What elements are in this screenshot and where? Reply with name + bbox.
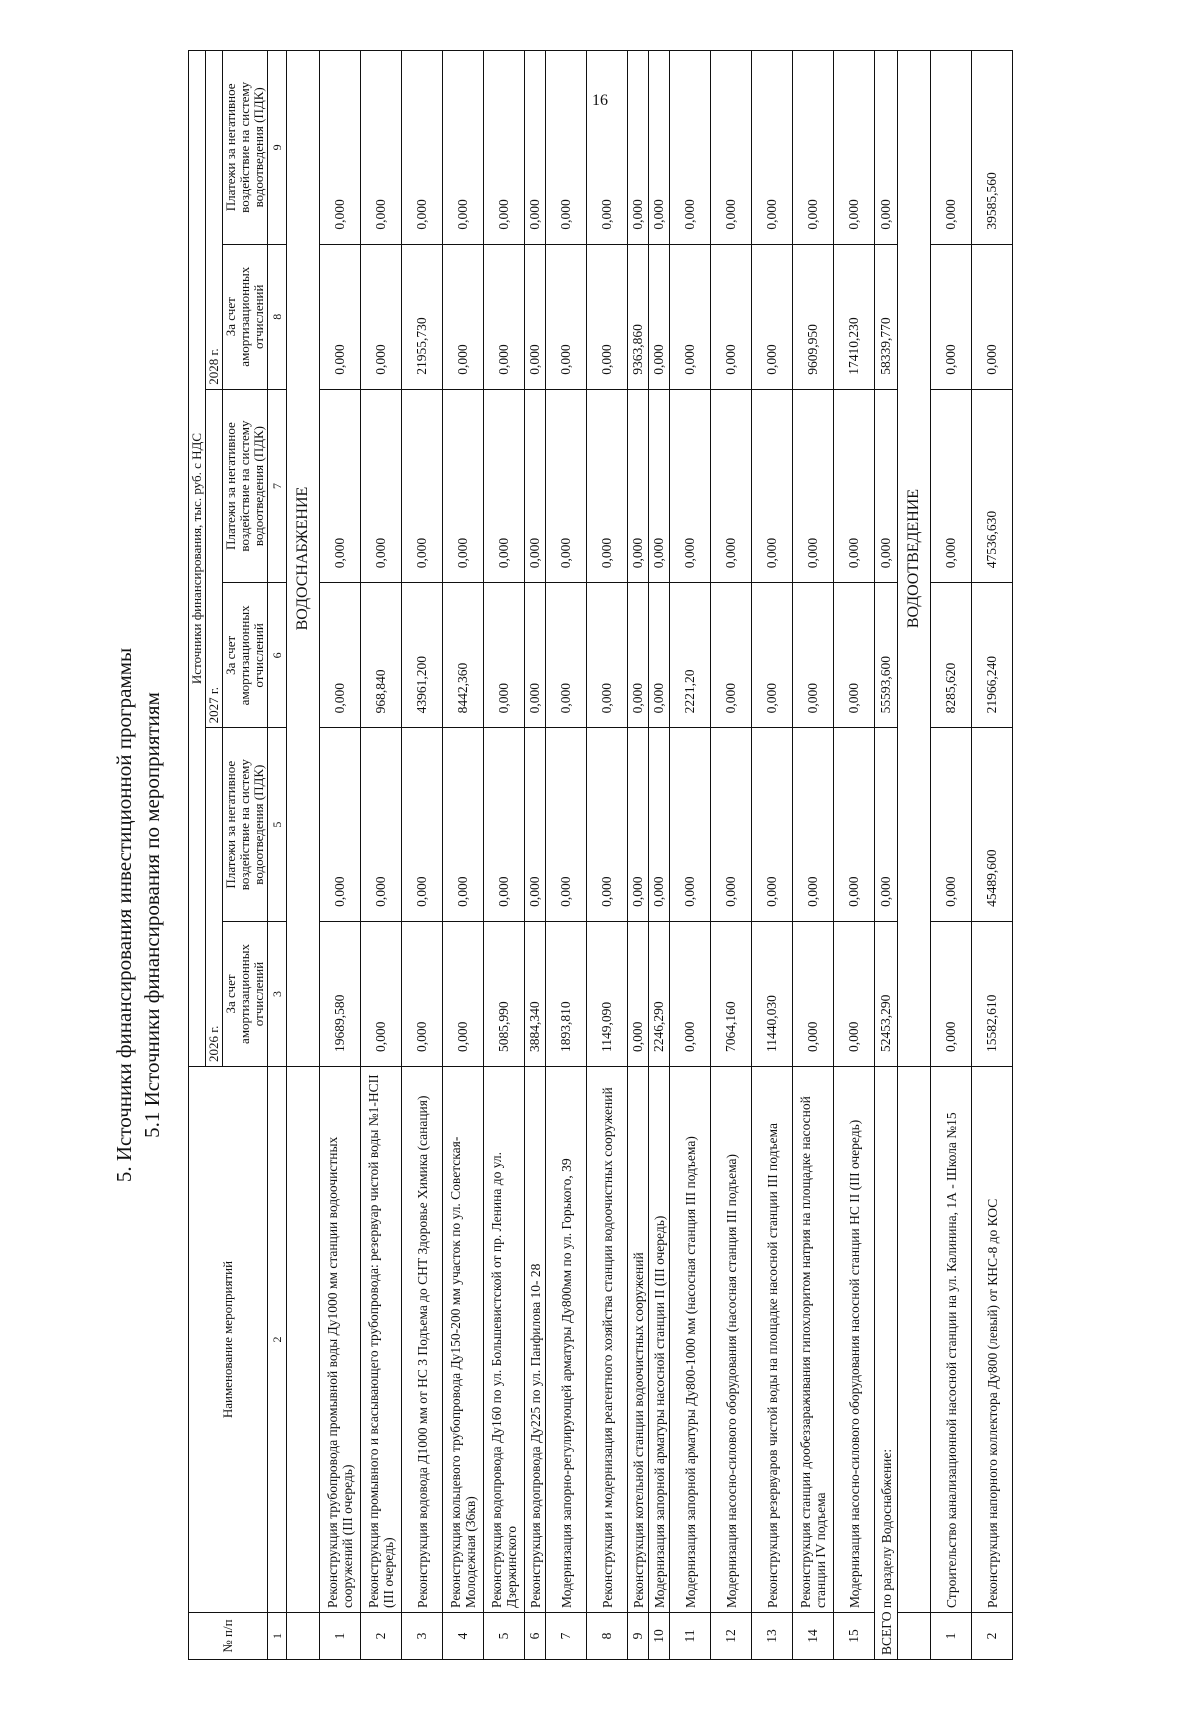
table-row — [752, 51, 793, 1660]
row-value: 0,000 — [793, 389, 834, 583]
row-value: 0,000 — [931, 51, 972, 245]
row-value: 0,000 — [587, 244, 628, 389]
row-value: 0,000 — [793, 51, 834, 245]
row-value: 0,000 — [587, 389, 628, 583]
header-year-2028: 2028 г. — [206, 51, 223, 390]
row-value: 47536,630 — [972, 389, 1013, 583]
row-name: Реконструкция водопровода Ду225 по ул. Панфилова 10- 28 — [525, 1067, 546, 1613]
table-row — [587, 51, 628, 1660]
row-value: 0,000 — [931, 244, 972, 389]
column-index: 7 — [268, 389, 287, 583]
row-value: 21955,730 — [402, 244, 443, 389]
row-value: 0,000 — [931, 921, 972, 1066]
row-number: 1 — [931, 1613, 972, 1660]
row-value: 0,000 — [320, 583, 361, 728]
section-title: ВОДООТВЕДЕНИЕ — [898, 51, 931, 1067]
row-value: 0,000 — [628, 51, 649, 245]
row-name: Реконструкция водовода Д1000 мм от НС 3 Подъема до СНТ Здоровье Химика (санация) — [402, 1067, 443, 1613]
row-value: 0,000 — [834, 583, 875, 728]
row-value: 11440,030 — [752, 921, 793, 1066]
row-value: 5085,990 — [484, 921, 525, 1066]
row-value: 0,000 — [649, 389, 670, 583]
row-number: 3 — [402, 1613, 443, 1660]
row-name: Реконструкция котельной станции водоочистных сооружений — [628, 1067, 649, 1613]
row-value: 0,000 — [525, 244, 546, 389]
table-body — [268, 51, 1013, 1660]
row-value: 0,000 — [320, 728, 361, 922]
row-value: 0,000 — [628, 921, 649, 1066]
row-value: 0,000 — [628, 389, 649, 583]
section-row — [287, 51, 320, 1660]
row-value: 0,000 — [443, 728, 484, 922]
header-amort-2028: За счет амортизационных отчислений — [223, 244, 268, 389]
row-number: 9 — [628, 1613, 649, 1660]
row-value: 0,000 — [587, 728, 628, 922]
row-value: 1149,090 — [587, 921, 628, 1066]
row-value: 45489,600 — [972, 728, 1013, 922]
row-number: 14 — [793, 1613, 834, 1660]
row-name: Реконструкция станции дообеззараживания гипохлоритом натрия на площадке насосной станции IV подъема — [793, 1067, 834, 1613]
table-row — [443, 51, 484, 1660]
row-value: 0,000 — [793, 921, 834, 1066]
column-index: 8 — [268, 244, 287, 389]
row-value: 2221,20 — [670, 583, 711, 728]
section-spacer — [287, 1067, 320, 1613]
row-value: 0,000 — [752, 583, 793, 728]
header-amort-2026: За счет амортизационных отчислений — [223, 921, 268, 1066]
financing-table — [188, 50, 1013, 1660]
row-name: Строительство канализационной насосной станции на ул. Калинина, 1А - Школа №15 — [931, 1067, 972, 1613]
row-number: 7 — [546, 1613, 587, 1660]
total-value: 52453,290 — [875, 921, 898, 1066]
row-value: 0,000 — [711, 244, 752, 389]
table-row — [320, 51, 361, 1660]
header-amort-2027: За счет амортизационных отчислений — [223, 583, 268, 728]
row-number: 4 — [443, 1613, 484, 1660]
page-number: 16 — [592, 92, 608, 109]
row-value: 39585,560 — [972, 51, 1013, 245]
row-value: 3884,340 — [525, 921, 546, 1066]
row-number: 2 — [972, 1613, 1013, 1660]
row-value: 0,000 — [834, 389, 875, 583]
row-value: 0,000 — [972, 244, 1013, 389]
row-name: Модернизация насосно-силового оборудования насосной станции НС II (III очередь) — [834, 1067, 875, 1613]
row-value: 0,000 — [587, 583, 628, 728]
row-value: 0,000 — [711, 389, 752, 583]
row-value: 0,000 — [670, 389, 711, 583]
row-value: 0,000 — [649, 583, 670, 728]
row-number: 5 — [484, 1613, 525, 1660]
row-value: 0,000 — [546, 389, 587, 583]
row-value: 15582,610 — [972, 921, 1013, 1066]
table-row — [546, 51, 587, 1660]
row-value: 0,000 — [546, 728, 587, 922]
row-value: 19689,580 — [320, 921, 361, 1066]
section-spacer — [898, 1067, 931, 1613]
header-sources: Источники финансирования, тыс. руб. с НДС — [189, 51, 206, 1067]
header-pdk-2028: Платежи за негативное воздействие на систему водоотведения (ПДК) — [223, 51, 268, 245]
total-value: 0,000 — [875, 389, 898, 583]
table-row — [972, 51, 1013, 1660]
row-name: Модернизация запорной арматуры насосной станции II (III очередь) — [649, 1067, 670, 1613]
table-row — [484, 51, 525, 1660]
row-name: Реконструкция водопровода Ду160 по ул. Большевистской от пр. Ленина до ул. Дзержинского — [484, 1067, 525, 1613]
row-value: 2246,290 — [649, 921, 670, 1066]
row-value: 0,000 — [546, 244, 587, 389]
column-index: 3 — [268, 921, 287, 1066]
row-name: Реконструкция резервуаров чистой воды на площадке насосной станции III подъема — [752, 1067, 793, 1613]
row-value: 0,000 — [670, 728, 711, 922]
row-name: Реконструкция и модернизация реагентного хозяйства станции водоочистных сооружений — [587, 1067, 628, 1613]
total-value: 0,000 — [875, 728, 898, 922]
table-row — [628, 51, 649, 1660]
row-value: 8285,620 — [931, 583, 972, 728]
row-name: Модернизация запорной арматуры Ду800-1000 мм (насосная станция III подъема) — [670, 1067, 711, 1613]
row-value: 0,000 — [402, 921, 443, 1066]
row-value: 0,000 — [649, 51, 670, 245]
table-row — [525, 51, 546, 1660]
row-value: 7064,160 — [711, 921, 752, 1066]
document-title: 5. Источники финансирования инвестиционной программы — [112, 647, 136, 1183]
row-value: 0,000 — [670, 244, 711, 389]
row-value: 0,000 — [443, 921, 484, 1066]
row-value: 0,000 — [361, 728, 402, 922]
section-title: ВОДОСНАБЖЕНИЕ — [287, 51, 320, 1067]
row-value: 0,000 — [546, 51, 587, 245]
row-number: 10 — [649, 1613, 670, 1660]
row-value: 0,000 — [320, 51, 361, 245]
row-value: 0,000 — [443, 389, 484, 583]
row-value: 0,000 — [628, 583, 649, 728]
row-value: 0,000 — [320, 244, 361, 389]
column-index: 2 — [268, 1067, 287, 1613]
titles — [110, 170, 166, 1660]
row-value: 0,000 — [834, 728, 875, 922]
section-spacer — [898, 1613, 931, 1660]
row-value: 0,000 — [931, 728, 972, 922]
header-num: № п/п — [189, 1613, 268, 1660]
row-value: 0,000 — [752, 728, 793, 922]
row-name: Модернизация насосно-силового оборудования (насосная станция III подъема) — [711, 1067, 752, 1613]
row-number: 15 — [834, 1613, 875, 1660]
row-name: Модернизация запорно-регулирующей арматуры Ду800мм по ул. Горького, 39 — [546, 1067, 587, 1613]
total-value: 55593,600 — [875, 583, 898, 728]
table-row — [361, 51, 402, 1660]
row-value: 0,000 — [361, 244, 402, 389]
row-value: 0,000 — [525, 389, 546, 583]
column-index: 5 — [268, 728, 287, 922]
table-row — [402, 51, 443, 1660]
section-row — [898, 51, 931, 1660]
row-value: 0,000 — [587, 51, 628, 245]
total-row — [875, 51, 898, 1660]
row-number: 12 — [711, 1613, 752, 1660]
row-value: 0,000 — [484, 583, 525, 728]
row-value: 0,000 — [670, 921, 711, 1066]
row-value: 0,000 — [484, 389, 525, 583]
header-row-1 — [189, 51, 206, 1660]
rotated-page-content — [110, 40, 1120, 1660]
column-index: 6 — [268, 583, 287, 728]
header-pdk-2026: Платежи за негативное воздействие на систему водоотведения (ПДК) — [223, 728, 268, 922]
row-value: 43961,200 — [402, 583, 443, 728]
table-row — [931, 51, 972, 1660]
row-value: 0,000 — [546, 583, 587, 728]
row-value: 0,000 — [628, 728, 649, 922]
row-value: 0,000 — [834, 51, 875, 245]
header-pdk-2027: Платежи за негативное воздействие на систему водоотведения (ПДК) — [223, 389, 268, 583]
row-value: 0,000 — [361, 51, 402, 245]
row-value: 17410,230 — [834, 244, 875, 389]
table-row — [711, 51, 752, 1660]
row-value: 0,000 — [834, 921, 875, 1066]
header-name: Наименование мероприятий — [189, 1067, 268, 1613]
row-value: 0,000 — [752, 51, 793, 245]
row-value: 0,000 — [752, 389, 793, 583]
row-value: 0,000 — [484, 728, 525, 922]
document-subtitle: 5.1 Источники финансирования по мероприятиям — [140, 692, 164, 1138]
row-value: 0,000 — [711, 728, 752, 922]
row-number: 8 — [587, 1613, 628, 1660]
row-name: Реконструкция трубопровода промывной воды Ду1000 мм станции водоочистных сооружений (III очередь) — [320, 1067, 361, 1613]
row-value: 0,000 — [793, 583, 834, 728]
row-value: 9609,950 — [793, 244, 834, 389]
row-name: Реконструкция промывного и всасывающего трубопровода: резервуар чистой воды №1-НСII (III очередь) — [361, 1067, 402, 1613]
row-value: 0,000 — [443, 51, 484, 245]
row-value: 968,840 — [361, 583, 402, 728]
row-value: 21966,240 — [972, 583, 1013, 728]
row-value: 0,000 — [711, 51, 752, 245]
row-value: 9363,860 — [628, 244, 649, 389]
header-year-2027: 2027 г. — [206, 389, 223, 728]
row-value: 0,000 — [525, 728, 546, 922]
row-value: 0,000 — [793, 728, 834, 922]
row-name: Реконструкция напорного коллектора Ду800 (левый) от КНС-8 до КОС — [972, 1067, 1013, 1613]
row-value: 0,000 — [711, 583, 752, 728]
row-number: 2 — [361, 1613, 402, 1660]
table-row — [670, 51, 711, 1660]
header-year-2026: 2026 г. — [206, 728, 223, 1067]
row-value: 0,000 — [752, 244, 793, 389]
table-row — [834, 51, 875, 1660]
row-value: 8442,360 — [443, 583, 484, 728]
row-value: 0,000 — [484, 51, 525, 245]
row-value: 0,000 — [402, 51, 443, 245]
row-number: 1 — [320, 1613, 361, 1660]
column-index: 9 — [268, 51, 287, 245]
row-value: 0,000 — [670, 51, 711, 245]
row-value: 0,000 — [484, 244, 525, 389]
section-spacer — [287, 1613, 320, 1660]
row-value: 0,000 — [525, 51, 546, 245]
row-value: 0,000 — [402, 389, 443, 583]
row-value: 0,000 — [931, 389, 972, 583]
row-number: 6 — [525, 1613, 546, 1660]
row-value: 0,000 — [649, 728, 670, 922]
total-value: 58339,770 — [875, 244, 898, 389]
row-value: 0,000 — [649, 244, 670, 389]
row-value: 0,000 — [443, 244, 484, 389]
row-value: 1893,810 — [546, 921, 587, 1066]
row-value: 0,000 — [525, 583, 546, 728]
total-label: ВСЕГО по разделу Водоснабжение: — [875, 1067, 898, 1660]
row-value: 0,000 — [320, 389, 361, 583]
row-value: 0,000 — [402, 728, 443, 922]
row-number: 11 — [670, 1613, 711, 1660]
total-value: 0,000 — [875, 51, 898, 245]
row-name: Реконструкция кольцевого трубопровода Ду150-200 мм участок по ул. Советская-Молодежная (36кв) — [443, 1067, 484, 1613]
column-index: 1 — [268, 1613, 287, 1660]
column-index-row — [268, 51, 287, 1660]
row-value: 0,000 — [361, 921, 402, 1066]
row-number: 13 — [752, 1613, 793, 1660]
table-row — [793, 51, 834, 1660]
table-row — [649, 51, 670, 1660]
row-value: 0,000 — [361, 389, 402, 583]
